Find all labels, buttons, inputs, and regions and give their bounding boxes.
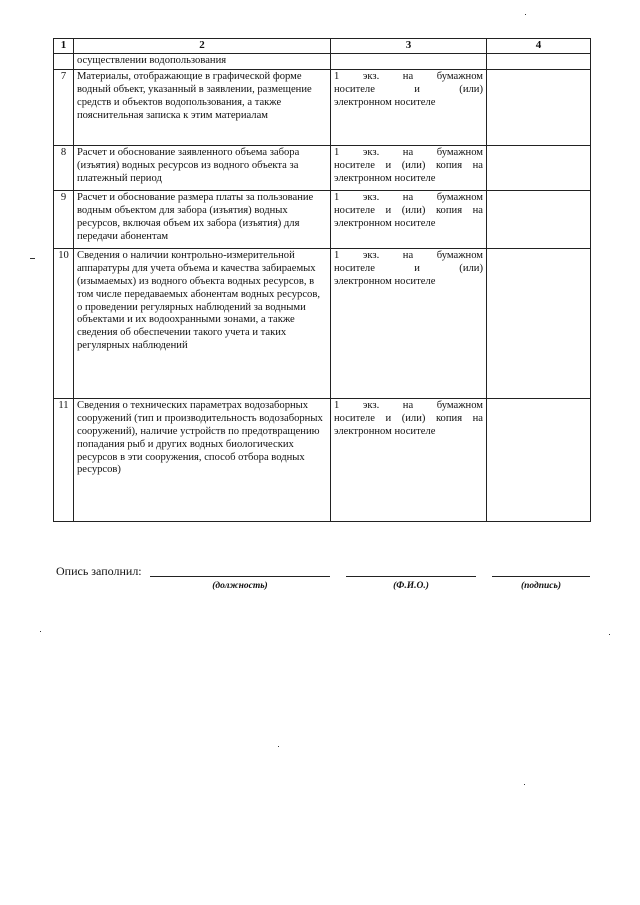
copies-cell bbox=[331, 398, 487, 521]
copies-cell bbox=[331, 190, 487, 248]
scan-mark bbox=[278, 746, 279, 747]
row-number: 9 bbox=[54, 190, 74, 248]
name-line bbox=[346, 576, 476, 577]
scan-mark bbox=[525, 14, 526, 15]
copies-line: 1 экз. на бумажном bbox=[334, 146, 483, 158]
scan-mark bbox=[609, 634, 610, 635]
note-cell bbox=[487, 248, 591, 398]
scan-mark bbox=[40, 631, 41, 632]
copies-line: электронном носителе bbox=[334, 275, 436, 287]
description-text: Расчет и обоснование размера платы за пользование водным объектом для забора (изъятия) водных ресурсов, включая объем их забора (изъятия) для передачи абонентам bbox=[77, 191, 314, 242]
copies-line: 1 экз. на бумажном bbox=[334, 70, 483, 82]
column-header: 1 bbox=[54, 39, 74, 54]
table-row bbox=[54, 398, 591, 521]
scan-mark bbox=[524, 784, 525, 785]
table-row bbox=[54, 145, 591, 190]
copies-line: 1 экз. на бумажном bbox=[334, 399, 483, 411]
signature-block bbox=[56, 560, 596, 600]
note-cell bbox=[487, 145, 591, 190]
document-description: осуществлении водопользования bbox=[74, 54, 331, 70]
note-cell bbox=[487, 398, 591, 521]
row-number: 11 bbox=[54, 398, 74, 521]
copies-line: электронном носителе bbox=[334, 172, 436, 184]
copies-cell bbox=[331, 69, 487, 145]
table-row bbox=[54, 190, 591, 248]
row-number: 7 bbox=[54, 69, 74, 145]
document-description bbox=[74, 69, 331, 145]
column-header: 4 bbox=[487, 39, 591, 54]
row-number: 8 bbox=[54, 145, 74, 190]
table-row bbox=[54, 69, 591, 145]
filled-by-label: Опись заполнил: bbox=[56, 564, 142, 578]
copies-line: носителе и (или) копия на bbox=[334, 204, 483, 216]
copies-line: носителе и (или) копия на bbox=[334, 159, 483, 171]
table-header-row bbox=[54, 39, 591, 54]
name-caption: (Ф.И.О.) bbox=[393, 581, 429, 591]
description-text: Сведения о технических параметрах водозаборных сооружений (тип и производительность водозаборных сооружений), наличие устройств по предотвращению попадания рыб и других водных биологических ресурсов в эти сооружения, способ отбора водных ресурсов) bbox=[77, 399, 323, 476]
inventory-table bbox=[53, 38, 591, 522]
copies-line: электронном носителе bbox=[334, 425, 436, 437]
description-text: Сведения о наличии контрольно-измерительной аппаратуры для учета объема и качества забираемых (изымаемых) из водного объекта водных ресурсов, в том числе передаваемых абонентам водных ресурсов, о проведении регулярных наблюдений за водными объектами и их водоохранными зонами, а также сведения об обеспечении такого учета и таких регулярных наблюдений bbox=[77, 249, 320, 352]
copies-line: носителе и (или) bbox=[334, 83, 483, 95]
document-description bbox=[74, 398, 331, 521]
description-text: Расчет и обоснование заявленного объема забора (изъятия) водных ресурсов из водного объекта за платежный период bbox=[77, 146, 300, 184]
column-header: 2 bbox=[74, 39, 331, 54]
table-row bbox=[54, 54, 591, 70]
copies-line: носителе и (или) копия на bbox=[334, 412, 483, 424]
copies-line: 1 экз. на бумажном bbox=[334, 249, 483, 261]
signature-caption: (подпись) bbox=[520, 581, 562, 591]
copies-cell bbox=[331, 145, 487, 190]
note-cell bbox=[487, 190, 591, 248]
copies-line: 1 экз. на бумажном bbox=[334, 191, 483, 203]
note-cell bbox=[487, 54, 591, 70]
document-description bbox=[74, 145, 331, 190]
copies-cell bbox=[331, 248, 487, 398]
document-description bbox=[74, 190, 331, 248]
description-text: Материалы, отображающие в графической форме водный объект, указанный в заявлении, размещение средств и объектов водопользования, а также пояснительная записка к этим материалам bbox=[77, 70, 312, 121]
signature-line bbox=[492, 576, 590, 577]
copies-line: электронном носителе bbox=[334, 217, 436, 229]
row-number bbox=[54, 54, 74, 70]
copies-line: носителе и (или) bbox=[334, 262, 483, 274]
copies-cell bbox=[331, 54, 487, 70]
table-row bbox=[54, 248, 591, 398]
copies-line: электронном носителе bbox=[334, 96, 436, 108]
document-description bbox=[74, 248, 331, 398]
note-cell bbox=[487, 69, 591, 145]
position-caption: (должность) bbox=[212, 581, 268, 591]
scan-mark bbox=[30, 258, 35, 259]
position-line bbox=[150, 576, 330, 577]
row-number: 10 bbox=[54, 248, 74, 398]
column-header: 3 bbox=[331, 39, 487, 54]
